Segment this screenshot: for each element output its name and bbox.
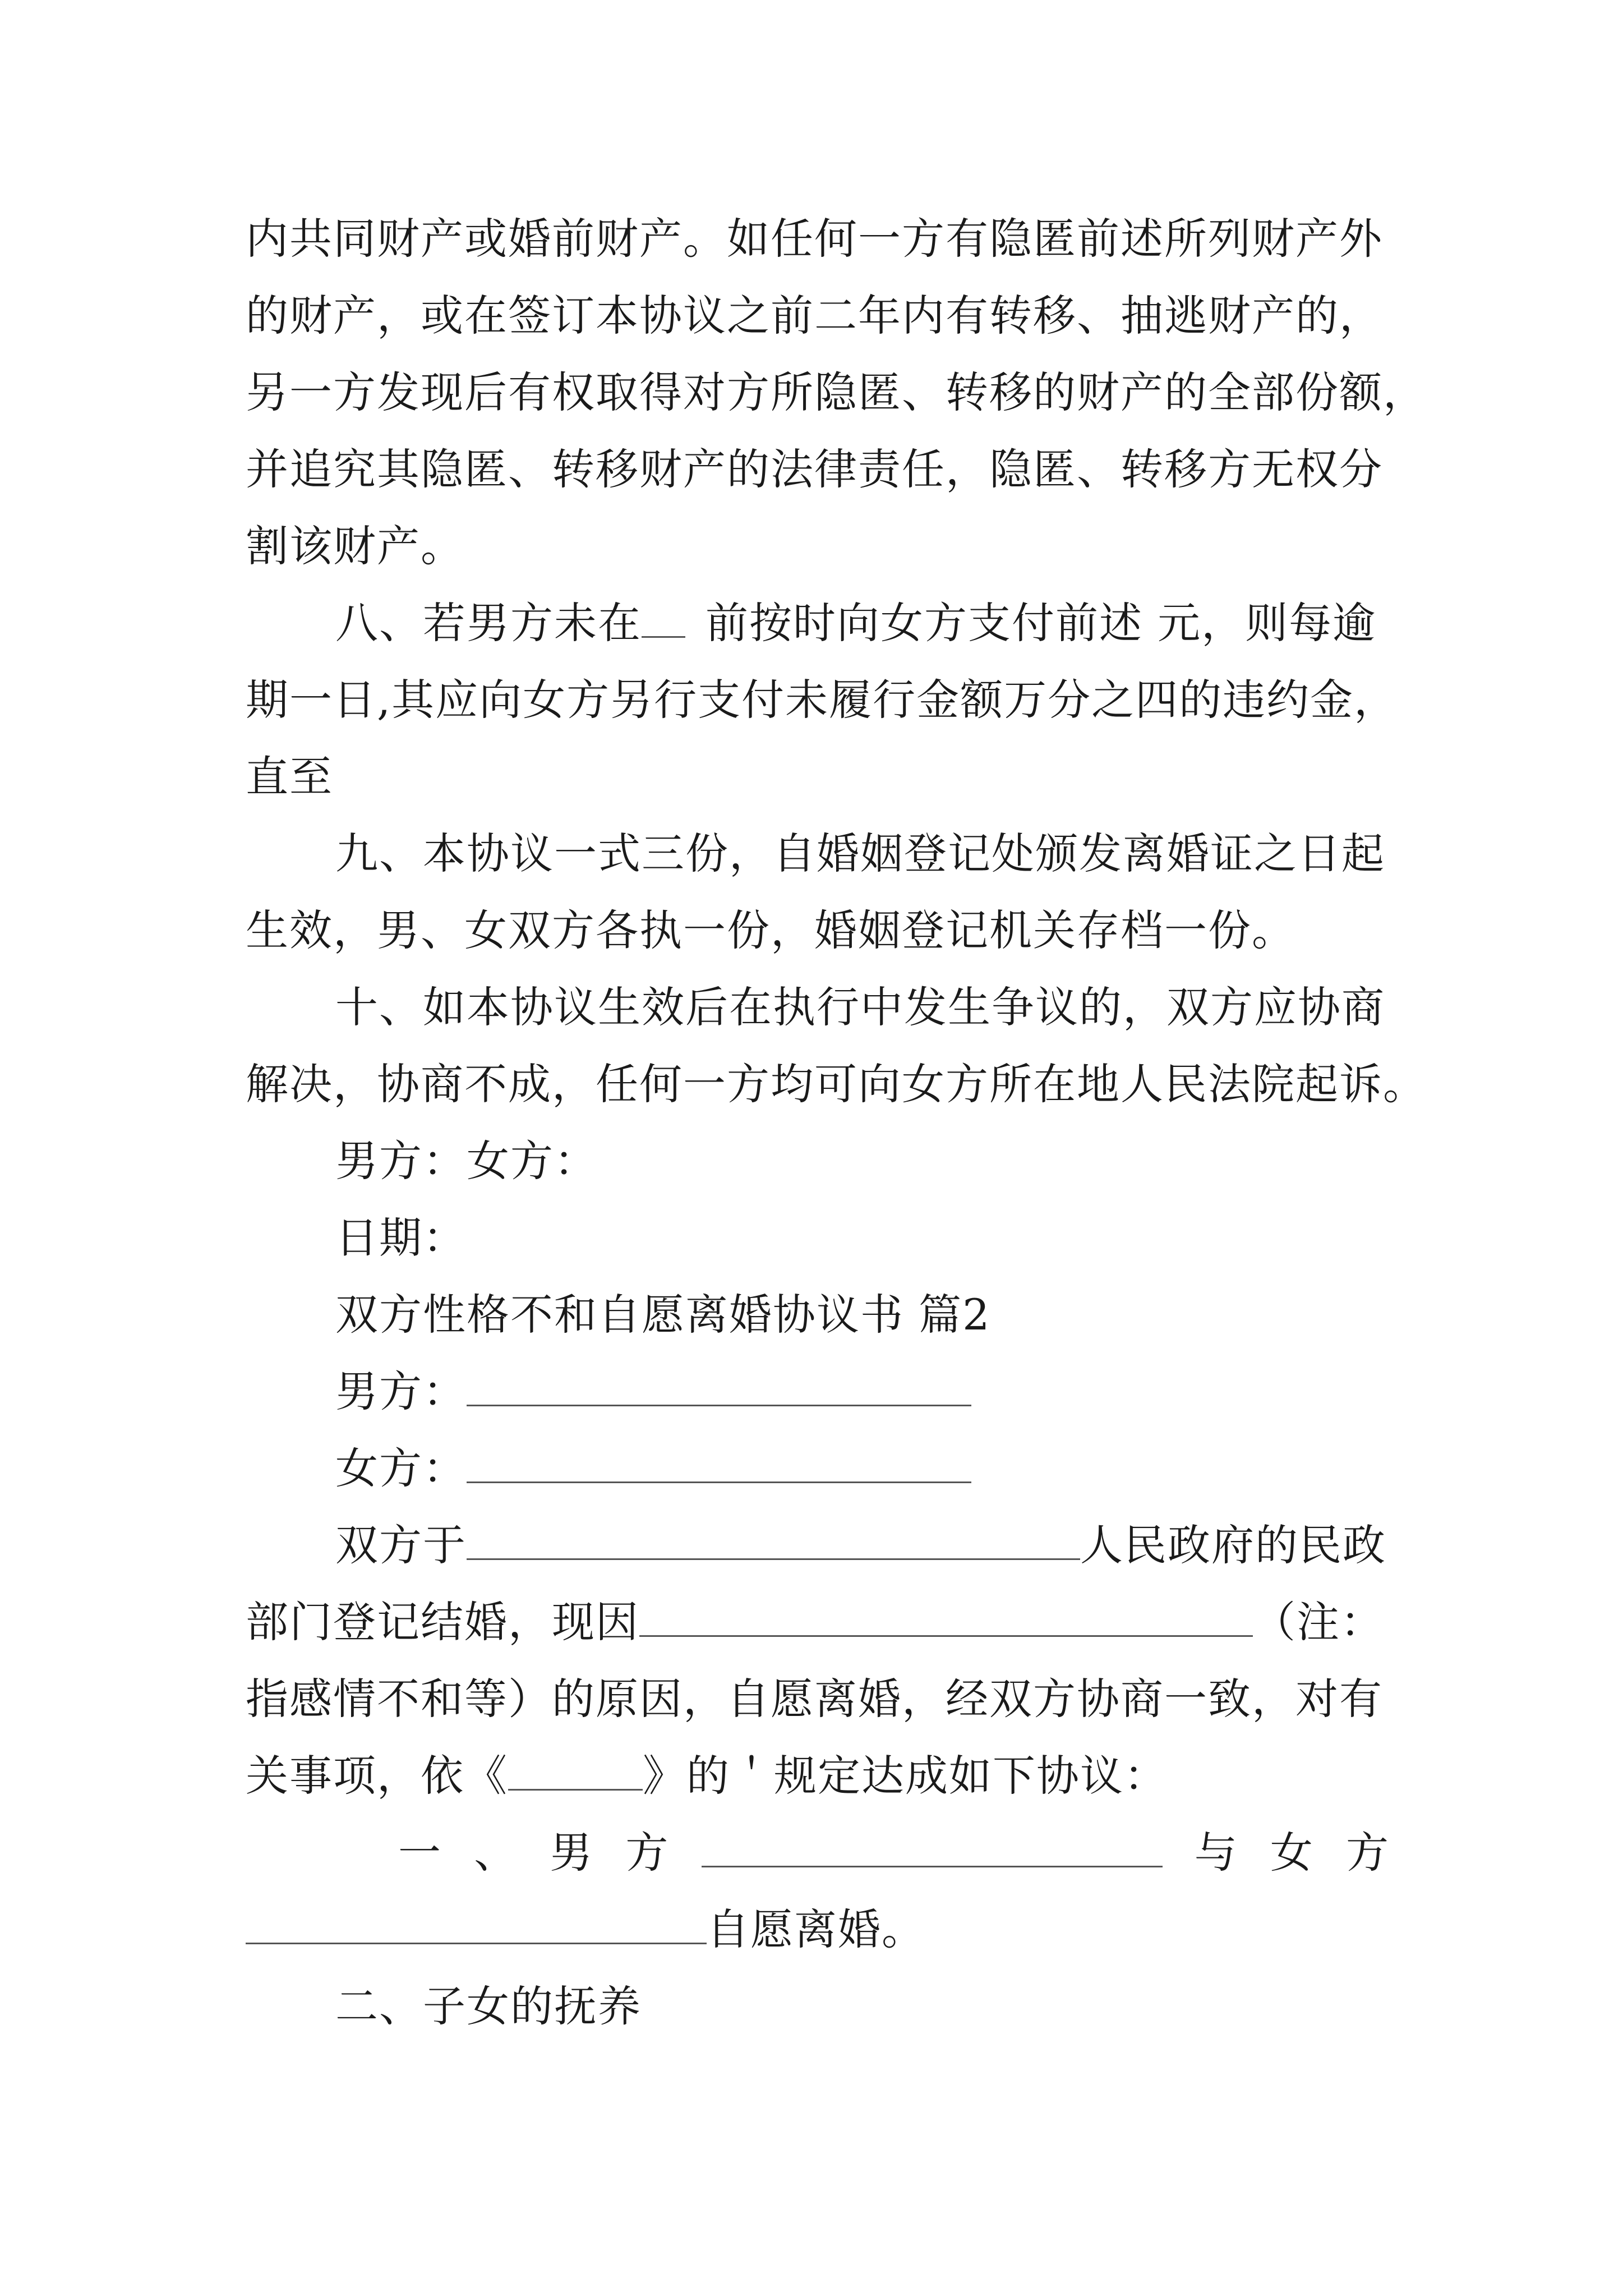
clause-text: 八、若男方未在 (335, 598, 642, 648)
intro-line-3: 指感情不和等）的原因，自愿离婚，经双方协商一致，对有 (246, 1674, 1383, 1724)
field-label: 女方： (335, 1443, 467, 1493)
male-name-blank (702, 1830, 1163, 1867)
text-line: 生效，男、女双方各执一份，婚姻登记机关存档一份。 (246, 905, 1295, 955)
female-name-blank (246, 1907, 707, 1944)
clause-text: 前按时向女方支付前述 元，则每逾 (706, 598, 1377, 648)
item-char: 方 (625, 1828, 670, 1878)
male-field (335, 1365, 1479, 1419)
intro-text: 关事项，依《 (246, 1751, 508, 1801)
intro-line-4 (246, 1749, 1390, 1803)
intro-text: 人民政府的民政 (1080, 1520, 1386, 1570)
text-line: 的财产，或在签订本协议之前二年内有转移、抽逃财产的， (246, 291, 1383, 341)
intro-text: 双方于 (335, 1520, 467, 1570)
female-field (335, 1442, 1479, 1496)
signature-date: 日期： (335, 1213, 467, 1263)
clause-9-line-1: 九、本协议一式三份，自婚姻登记处颁发离婚证之日起 (335, 829, 1385, 878)
registration-place-blank (467, 1522, 1080, 1560)
intro-text: （注： (1253, 1597, 1384, 1647)
female-name-blank (467, 1446, 971, 1483)
item-char: 方 (1345, 1828, 1390, 1878)
field-label: 男方： (335, 1366, 467, 1416)
item-1-line-2 (246, 1903, 1390, 1957)
item-1-line-1 (398, 1826, 1390, 1880)
text-line: 并追究其隐匿、转移财产的法律责任，隐匿、转移方无权分 (246, 444, 1383, 494)
item-2-heading: 二、子女的抚养 (335, 1981, 642, 2031)
item-char: 女 (1270, 1828, 1314, 1878)
item-char: 、 (474, 1828, 518, 1878)
text-line: 另一方发现后有权取得对方所隐匿、转移的财产的全部份额， (246, 367, 1427, 417)
reason-blank (639, 1599, 1253, 1637)
section-heading: 双方性格不和自愿离婚协议书 篇2 (335, 1290, 991, 1340)
clause-8-line-1 (335, 596, 1479, 650)
intro-text: 部门登记结婚，现因 (246, 1597, 639, 1647)
intro-line-2 (246, 1595, 1390, 1649)
item-char: 与 (1194, 1828, 1238, 1878)
text-line: 直至 (246, 752, 333, 802)
intro-text: 》的＇规定达成如下协议： (643, 1751, 1168, 1801)
clause-10-line-1: 十、如本协议生效后在执行中发生争议的，双方应协商 (335, 982, 1385, 1032)
item-char: 男 (550, 1828, 594, 1878)
text-line: 割该财产。 (246, 521, 464, 571)
intro-line-1 (335, 1519, 1479, 1572)
text-line: 内共同财产或婚前财产。如任何一方有隐匿前述所列财产外 (246, 214, 1383, 264)
male-name-blank (467, 1369, 971, 1406)
law-name-blank (508, 1753, 643, 1791)
blank-line (642, 600, 685, 638)
item-char: 一 (398, 1828, 442, 1878)
text-line: 解决，协商不成，任何一方均可向女方所在地人民法院起诉。 (246, 1059, 1427, 1109)
text-line: 期一日,其应向女方另行支付未履行金额万分之四的违约金， (246, 675, 1398, 725)
item-text: 自愿离婚。 (707, 1904, 925, 1954)
signature-parties: 男方：女方： (335, 1136, 598, 1186)
